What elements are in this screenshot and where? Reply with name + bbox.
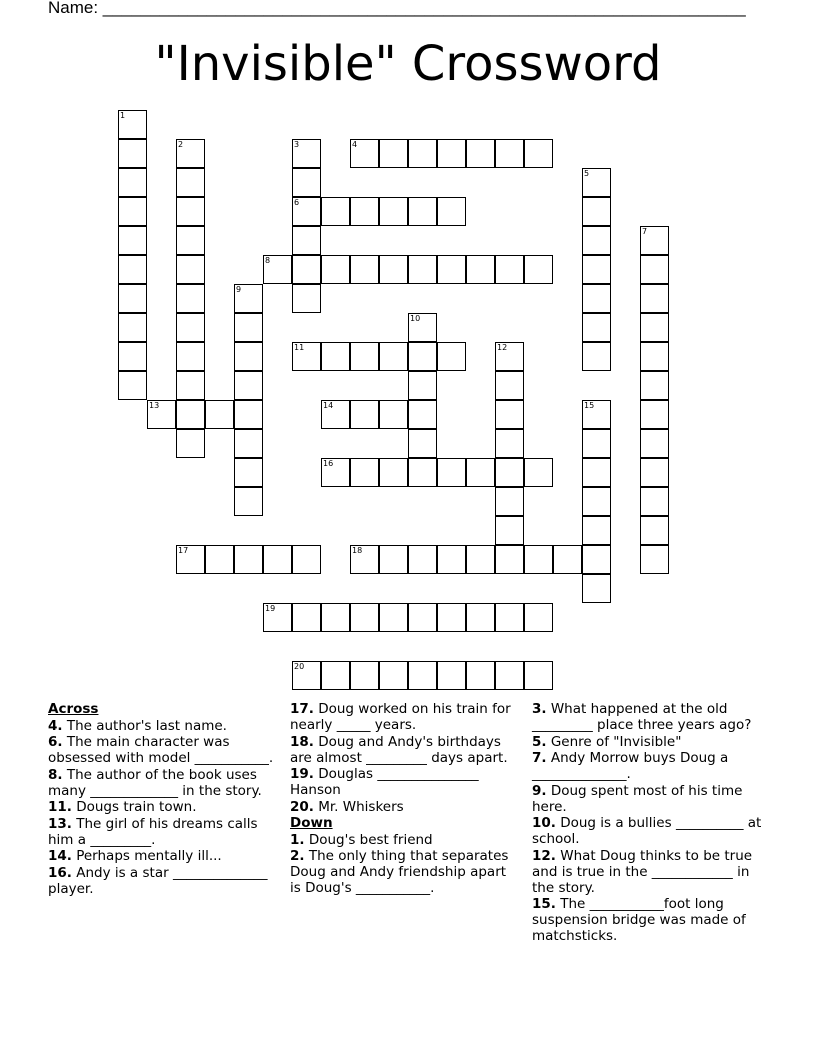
crossword-cell[interactable]: [350, 603, 379, 632]
crossword-cell[interactable]: [437, 603, 466, 632]
clue-number-label: 11: [294, 343, 305, 352]
crossword-cell[interactable]: [234, 400, 263, 429]
clue-number-label: 7: [642, 227, 648, 236]
crossword-cell[interactable]: [640, 255, 669, 284]
crossword-cell[interactable]: [408, 661, 437, 690]
crossword-cell[interactable]: [321, 661, 350, 690]
clues-column-3: [532, 701, 764, 945]
clue-down-3: 3. What happened at the old _________ place three years ago?: [532, 701, 752, 733]
clue-number-label: 12: [497, 343, 508, 352]
crossword-cell[interactable]: [437, 342, 466, 371]
crossword-cell[interactable]: [408, 197, 437, 226]
crossword-cell[interactable]: [321, 342, 350, 371]
crossword-cell[interactable]: [176, 342, 205, 371]
crossword-cell[interactable]: [582, 574, 611, 603]
crossword-cell[interactable]: [495, 603, 524, 632]
crossword-cell[interactable]: [495, 516, 524, 545]
crossword-cell[interactable]: [176, 371, 205, 400]
clue-number-label: 4: [352, 140, 358, 149]
crossword-cell[interactable]: [408, 545, 437, 574]
crossword-cell[interactable]: [350, 400, 379, 429]
crossword-cell[interactable]: [234, 487, 263, 516]
crossword-cell[interactable]: [321, 603, 350, 632]
crossword-cell[interactable]: [408, 371, 437, 400]
crossword-cell[interactable]: [350, 661, 379, 690]
crossword-cell[interactable]: [379, 603, 408, 632]
clue-number-label: 16: [323, 459, 334, 468]
clue-across-18: 18. Doug and Andy's birthdays are almost _________ days apart.: [290, 733, 508, 766]
clue-number-label: 19: [265, 604, 276, 613]
crossword-cell[interactable]: [234, 313, 263, 342]
crossword-cell[interactable]: [379, 197, 408, 226]
crossword-cell[interactable]: [379, 255, 408, 284]
clue-number-label: 9: [236, 285, 242, 294]
clue-down-9: 9. Doug spent most of his time here.: [532, 782, 743, 815]
crossword-cell[interactable]: [640, 487, 669, 516]
crossword-cell[interactable]: [379, 545, 408, 574]
crossword-cell[interactable]: [350, 458, 379, 487]
down-heading: Down: [290, 815, 333, 831]
crossword-cell[interactable]: [292, 545, 321, 574]
crossword-cell[interactable]: [495, 429, 524, 458]
crossword-cell[interactable]: [118, 226, 147, 255]
crossword-cell[interactable]: [437, 661, 466, 690]
crossword-cell[interactable]: [408, 429, 437, 458]
clue-number-label: 17: [178, 546, 189, 555]
crossword-cell[interactable]: [234, 545, 263, 574]
crossword-cell[interactable]: [640, 284, 669, 313]
clue-number-label: 20: [294, 662, 305, 671]
crossword-cell[interactable]: [176, 197, 205, 226]
clue-across-13: 13. The girl of his dreams calls him a _________.: [48, 815, 258, 848]
crossword-cell[interactable]: [582, 226, 611, 255]
clue-across-16: 16. Andy is a star ______________ player.: [48, 864, 268, 897]
crossword-cell[interactable]: [321, 255, 350, 284]
crossword-cell[interactable]: [176, 313, 205, 342]
crossword-cell[interactable]: [234, 429, 263, 458]
crossword-cell[interactable]: [350, 197, 379, 226]
crossword-cell[interactable]: [118, 197, 147, 226]
crossword-cell[interactable]: [118, 313, 147, 342]
crossword-cell[interactable]: [205, 400, 234, 429]
clue-down-1: 1. Doug's best friend: [290, 831, 433, 848]
clue-across-19: 19. Douglas _______________ Hanson: [290, 766, 479, 798]
crossword-cell[interactable]: [408, 400, 437, 429]
crossword-cell[interactable]: [176, 429, 205, 458]
crossword-cell[interactable]: [379, 139, 408, 168]
crossword-cell[interactable]: [582, 255, 611, 284]
crossword-cell[interactable]: [379, 400, 408, 429]
crossword-cell[interactable]: [582, 429, 611, 458]
clue-across-8: 8. The author of the book uses many _____________ in the story.: [48, 766, 262, 799]
clue-down-7: 7. Andy Morrow buys Doug a ______________.: [532, 750, 729, 782]
clue-across-6: 6. The main character was obsessed with model ___________.: [48, 734, 274, 766]
clue-number-label: 5: [584, 169, 590, 178]
crossword-cell[interactable]: [292, 255, 321, 284]
crossword-cell[interactable]: [234, 342, 263, 371]
clue-down-10: 10. Doug is a bullies __________ at school.: [532, 815, 762, 847]
crossword-cell[interactable]: [176, 255, 205, 284]
clue-number-label: 14: [323, 401, 334, 410]
crossword-cell[interactable]: [524, 458, 553, 487]
crossword-cell[interactable]: [437, 197, 466, 226]
crossword-cell[interactable]: [582, 516, 611, 545]
clue-across-14: 14. Perhaps mentally ill...: [48, 848, 222, 864]
crossword-cell[interactable]: [582, 342, 611, 371]
clue-down-12: 12. What Doug thinks to be true and is true in the ____________ in the story.: [532, 847, 753, 896]
crossword-cell[interactable]: [408, 458, 437, 487]
crossword-cell[interactable]: [437, 458, 466, 487]
clue-number-label: 18: [352, 546, 363, 555]
crossword-cell[interactable]: [292, 226, 321, 255]
clue-number-label: 1: [120, 111, 126, 120]
crossword-cell[interactable]: [640, 313, 669, 342]
clue-across-11: 11. Dougs train town.: [48, 799, 197, 815]
clue-number-label: 15: [584, 401, 595, 410]
crossword-cell[interactable]: [640, 400, 669, 429]
crossword-cell[interactable]: [292, 168, 321, 197]
crossword-cell[interactable]: [437, 255, 466, 284]
crossword-cell[interactable]: [437, 139, 466, 168]
name-field-line: Name: ____________________________________________________________________: [48, 0, 746, 17]
clue-down-5: 5. Genre of "Invisible": [532, 733, 682, 750]
crossword-cell[interactable]: [118, 284, 147, 313]
crossword-cell[interactable]: [118, 255, 147, 284]
crossword-cell[interactable]: [176, 226, 205, 255]
across-heading: Across: [48, 701, 99, 717]
crossword-cell[interactable]: [582, 313, 611, 342]
crossword-cell[interactable]: [553, 545, 582, 574]
crossword-cell[interactable]: [640, 545, 669, 574]
crossword-cell[interactable]: [118, 342, 147, 371]
clue-across-17: 17. Doug worked on his train for nearly _____ years.: [290, 701, 511, 733]
crossword-cell[interactable]: [582, 197, 611, 226]
crossword-cell[interactable]: [176, 400, 205, 429]
crossword-cell[interactable]: [524, 139, 553, 168]
crossword-cell[interactable]: [466, 545, 495, 574]
crossword-cell[interactable]: [234, 371, 263, 400]
clue-across-20: 20. Mr. Whiskers: [290, 798, 404, 815]
crossword-cell[interactable]: [524, 661, 553, 690]
crossword-cell[interactable]: [582, 458, 611, 487]
crossword-cell[interactable]: [495, 139, 524, 168]
clue-down-2: 2. The only thing that separates Doug and Andy friendship apart is Doug's ___________.: [290, 848, 509, 896]
crossword-cell[interactable]: [408, 342, 437, 371]
clue-number-label: 2: [178, 140, 184, 149]
crossword-cell[interactable]: [234, 458, 263, 487]
crossword-cell[interactable]: [408, 603, 437, 632]
crossword-cell[interactable]: [524, 545, 553, 574]
crossword-cell[interactable]: [495, 255, 524, 284]
crossword-cell[interactable]: [495, 400, 524, 429]
crossword-cell[interactable]: [524, 255, 553, 284]
crossword-cell[interactable]: [118, 168, 147, 197]
crossword-cell[interactable]: [640, 342, 669, 371]
clue-number-label: 6: [294, 198, 300, 207]
crossword-cell[interactable]: [118, 371, 147, 400]
clue-number-label: 3: [294, 140, 300, 149]
crossword-cell[interactable]: [466, 458, 495, 487]
crossword-cell[interactable]: [495, 371, 524, 400]
crossword-cell[interactable]: [582, 284, 611, 313]
crossword-cell[interactable]: [640, 516, 669, 545]
crossword-cell[interactable]: [466, 139, 495, 168]
crossword-cell[interactable]: [350, 342, 379, 371]
crossword-cell[interactable]: [176, 284, 205, 313]
crossword-cell[interactable]: [495, 458, 524, 487]
crossword-cell[interactable]: [379, 661, 408, 690]
crossword-cell[interactable]: [495, 661, 524, 690]
crossword-cell[interactable]: [466, 661, 495, 690]
crossword-cell[interactable]: [640, 458, 669, 487]
crossword-cell[interactable]: [524, 603, 553, 632]
page-title: "Invisible" Crossword: [154, 36, 662, 92]
clue-down-15: 15. The ___________foot long suspension bridge was made of matchsticks.: [532, 896, 746, 944]
crossword-cell[interactable]: [495, 545, 524, 574]
crossword-cell[interactable]: [321, 197, 350, 226]
clue-number-label: 13: [149, 401, 160, 410]
clue-number-label: 8: [265, 256, 271, 265]
crossword-cell[interactable]: [437, 545, 466, 574]
crossword-cell[interactable]: [176, 168, 205, 197]
crossword-cell[interactable]: [466, 255, 495, 284]
clues-column-1: [48, 701, 283, 897]
crossword-cell[interactable]: [466, 603, 495, 632]
crossword-cell[interactable]: [640, 429, 669, 458]
crossword-cell[interactable]: [292, 284, 321, 313]
crossword-cell[interactable]: [582, 487, 611, 516]
crossword-cell[interactable]: [495, 487, 524, 516]
crossword-cell[interactable]: [292, 603, 321, 632]
clue-number-label: 10: [410, 314, 421, 323]
crossword-cell[interactable]: [379, 458, 408, 487]
crossword-cell[interactable]: [408, 139, 437, 168]
clues-column-2: [290, 701, 520, 897]
crossword-cell[interactable]: [205, 545, 234, 574]
crossword-cell[interactable]: [350, 255, 379, 284]
crossword-cell[interactable]: [582, 545, 611, 574]
crossword-cell[interactable]: [118, 139, 147, 168]
crossword-cell[interactable]: [408, 255, 437, 284]
crossword-cell[interactable]: [263, 545, 292, 574]
clue-across-4: 4. The author's last name.: [48, 717, 227, 734]
crossword-cell[interactable]: [640, 371, 669, 400]
crossword-cell[interactable]: [379, 342, 408, 371]
